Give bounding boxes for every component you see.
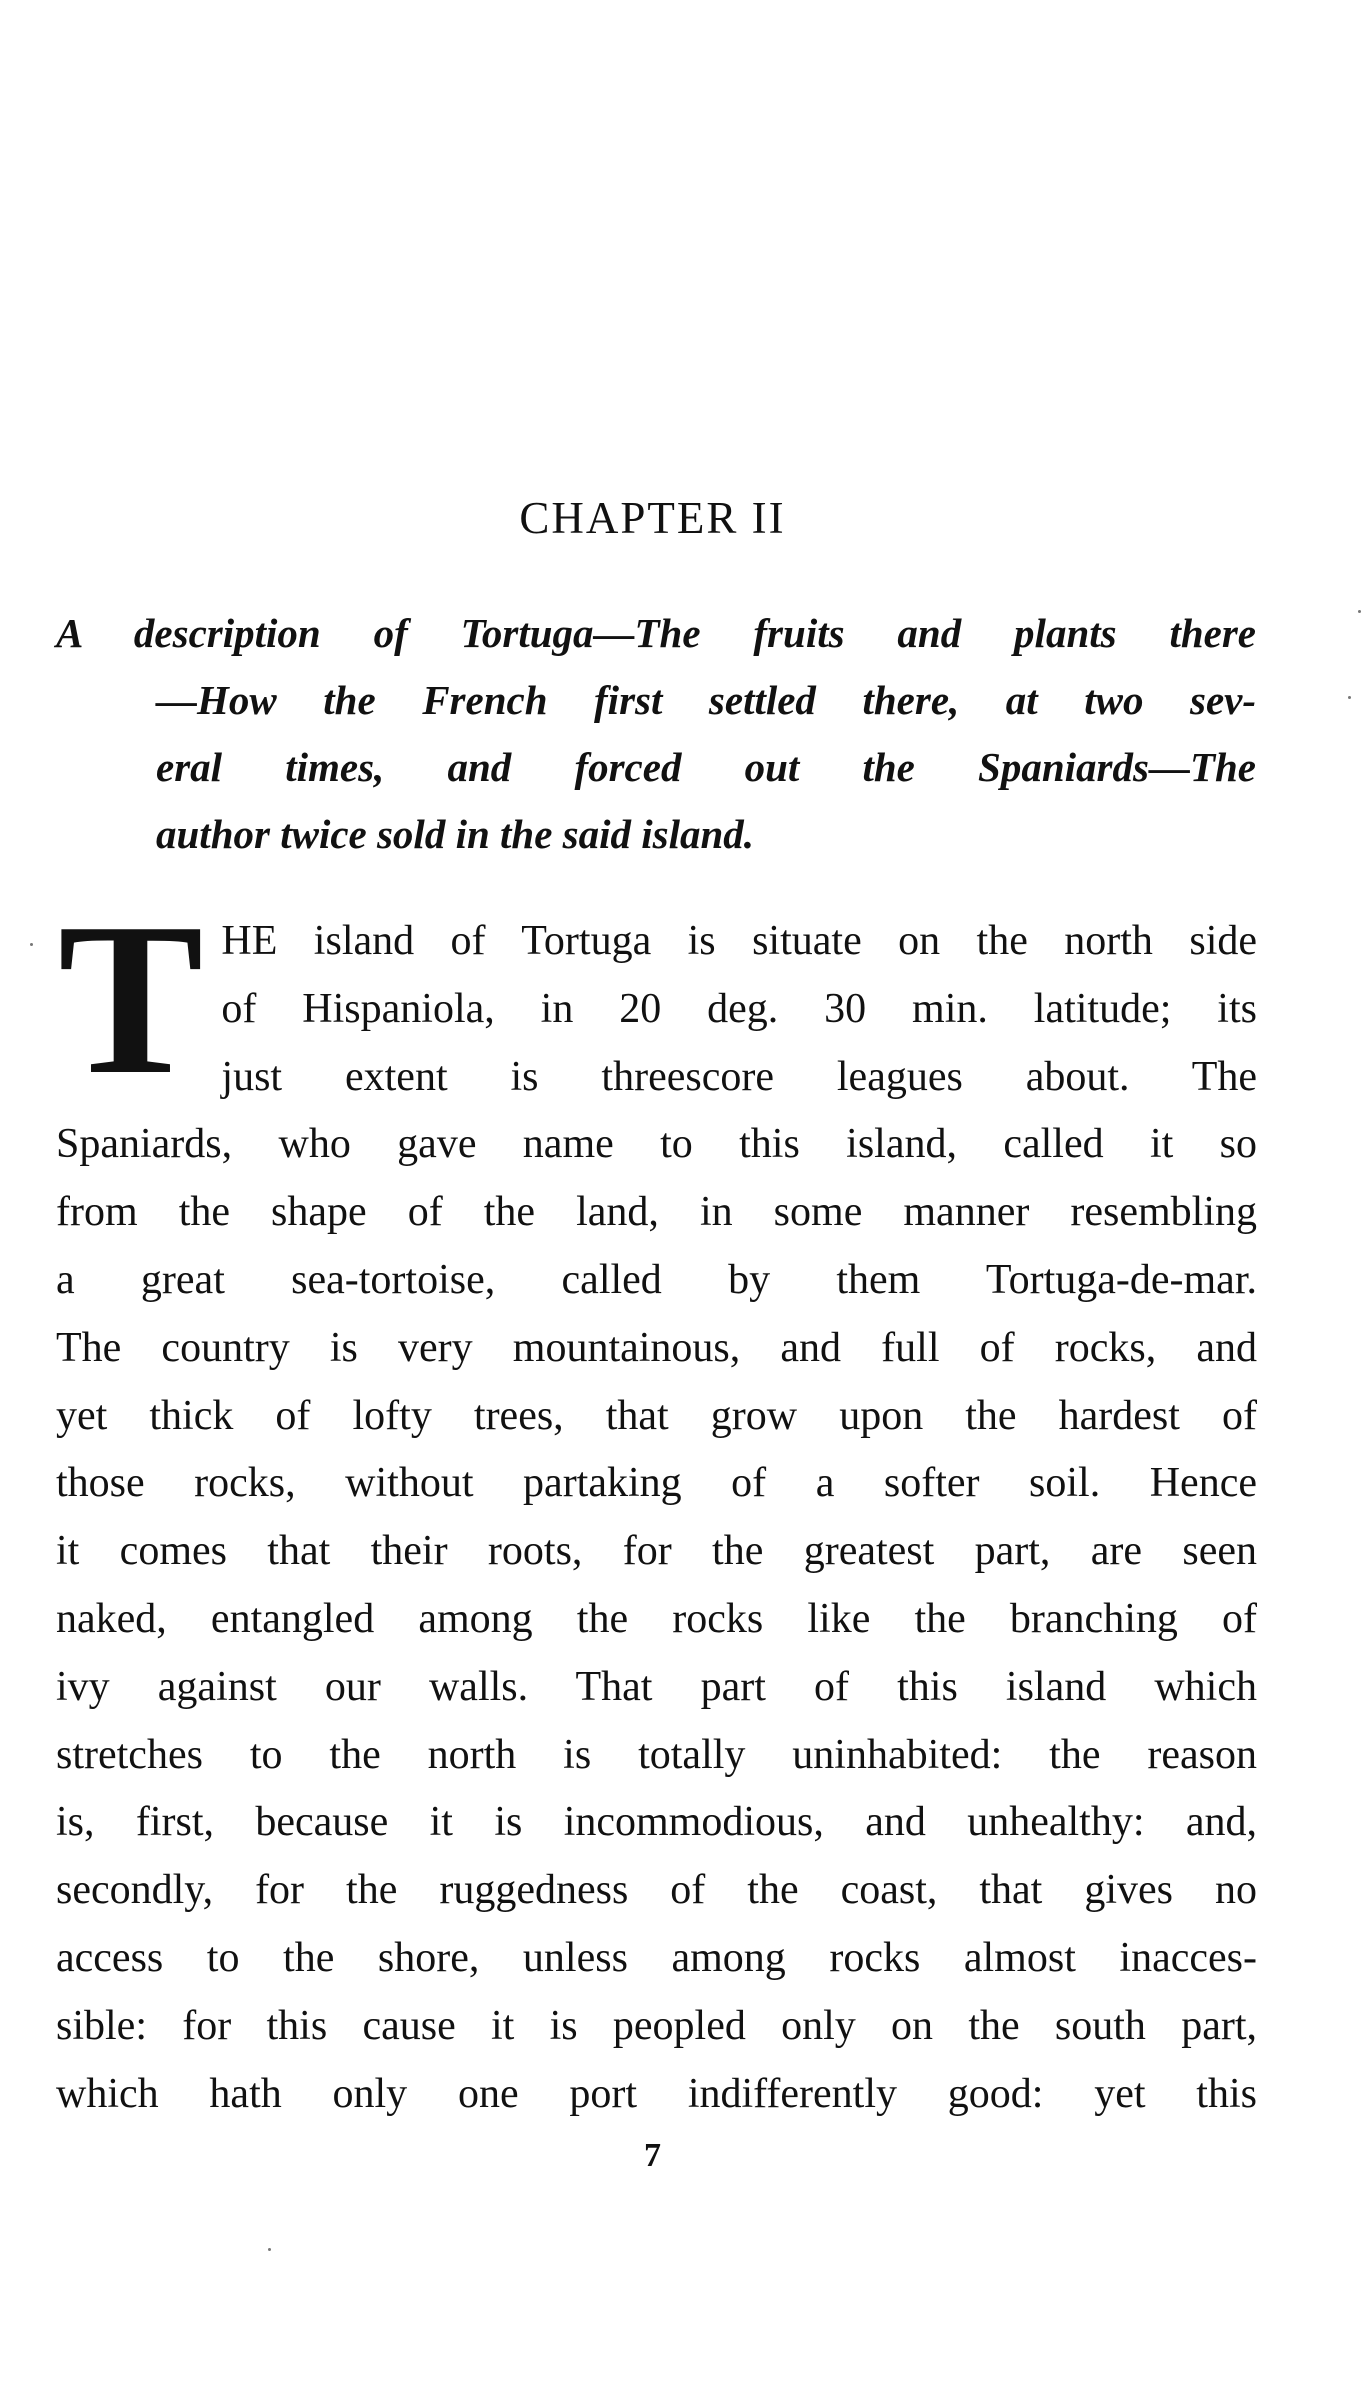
paper-speck (1358, 610, 1361, 613)
body-paragraph (56, 879, 1257, 2128)
drop-cap: T (58, 879, 204, 1120)
chapter-title: CHAPTER II (519, 493, 786, 543)
paper-speck (30, 943, 33, 946)
summary-line: —How the French first settled there, at two sev- (156, 677, 1256, 723)
text-line: HE island of Tortuga is situate on the north side (221, 918, 1257, 964)
text-line: just extent is threescore leagues about. The (221, 1053, 1257, 1100)
text-line: Spaniards, who gave name to this island, called it so (56, 1121, 1257, 1168)
text-line: sible: for this cause it is peopled only on the south part, (56, 2002, 1257, 2049)
paper-speck (268, 2248, 271, 2251)
text-line: access to the shore, unless among rocks almost inacces- (56, 1934, 1257, 1981)
text-line: ivy against our walls. That part of this island which (56, 1663, 1257, 1710)
text-line: yet thick of lofty trees, that grow upon the hardest of (56, 1392, 1257, 1439)
summary-line: author twice sold in the said island. (156, 811, 755, 857)
text-line: secondly, for the ruggedness of the coast, that gives no (56, 1867, 1257, 1914)
text-line: naked, entangled among the rocks like the branching of (56, 1595, 1257, 1642)
chapter-summary (56, 600, 1256, 868)
summary-line: eral times, and forced out the Spaniards—The (156, 744, 1256, 790)
text-line: of Hispaniola, in 20 deg. 30 min. latitude; its (221, 985, 1257, 1032)
paper-speck (1348, 696, 1351, 699)
summary-line: A description of Tortuga—The fruits and plants there (56, 610, 1256, 656)
text-line: which hath only one port indifferently good: yet this (56, 2070, 1257, 2117)
text-line: The country is very mountainous, and full of rocks, and (56, 1324, 1257, 1371)
page-number: 7 (644, 2137, 661, 2174)
text-line: from the shape of the land, in some manner resembling (56, 1189, 1257, 1236)
text-line: those rocks, without partaking of a softer soil. Hence (56, 1460, 1257, 1507)
text-line: it comes that their roots, for the greatest part, are seen (56, 1528, 1257, 1575)
text-line: is, first, because it is incommodious, and unhealthy: and, (56, 1799, 1257, 1846)
text-line: a great sea-tortoise, called by them Tortuga-de-mar. (56, 1256, 1257, 1303)
text-line: stretches to the north is totally uninhabited: the reason (56, 1731, 1257, 1778)
